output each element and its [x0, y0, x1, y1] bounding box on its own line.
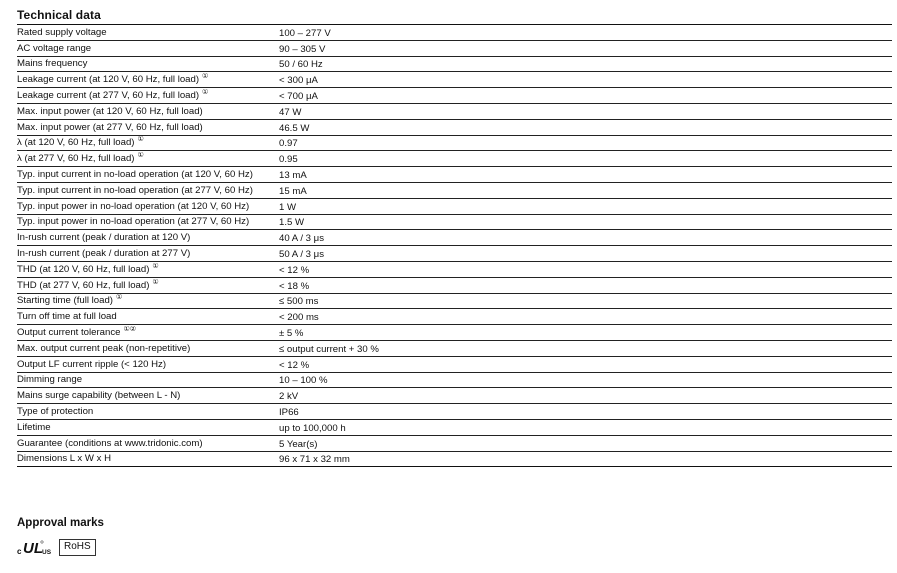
spec-row [17, 357, 892, 373]
spec-label [17, 390, 279, 403]
spec-row [17, 104, 892, 120]
spec-label-text: Output LF current ripple (< 120 Hz) [17, 358, 167, 370]
spec-row [17, 262, 892, 278]
spec-value: 13 mA [279, 169, 307, 181]
spec-label [17, 406, 279, 419]
spec-label-text: In-rush current (peak / duration at 120 V) [17, 232, 191, 244]
spec-label-text: Typ. input current in no-load operation (at 277 V, 60 Hz) [17, 184, 253, 196]
spec-row [17, 183, 892, 199]
spec-value: 5 Year(s) [279, 438, 318, 450]
spec-row [17, 452, 892, 468]
spec-row [17, 41, 892, 57]
technical-data-section [17, 8, 892, 467]
spec-label-text: Max. input power (at 120 V, 60 Hz, full load) [17, 105, 203, 117]
approval-marks-title: Approval marks [17, 517, 104, 529]
spec-label [17, 248, 279, 261]
spec-label-text: Mains frequency [17, 58, 88, 70]
spec-value: 46.5 W [279, 122, 310, 134]
spec-value: < 12 % [279, 264, 310, 276]
spec-label-text: Max. output current peak (non-repetitive) [17, 342, 191, 354]
spec-label-text: In-rush current (peak / duration at 277 V) [17, 247, 191, 259]
spec-label-text: Rated supply voltage [17, 26, 107, 38]
spec-value: 2 kV [279, 391, 299, 403]
spec-value: < 700 μA [279, 90, 318, 102]
spec-label [17, 43, 279, 56]
spec-label [17, 311, 279, 324]
spec-value: 50 A / 3 μs [279, 248, 324, 260]
spec-label [17, 216, 279, 229]
spec-row [17, 136, 892, 152]
spec-label-text: Type of protection [17, 405, 94, 417]
spec-label-text: Guarantee (conditions at www.tridonic.com) [17, 437, 203, 449]
spec-label [17, 201, 279, 214]
spec-value: ± 5 % [279, 327, 304, 339]
spec-value: ≤ 500 ms [279, 296, 319, 308]
spec-row [17, 57, 892, 73]
spec-label [17, 185, 279, 198]
technical-data-table [17, 24, 892, 467]
spec-label [17, 27, 279, 40]
spec-label-text: Typ. input power in no-load operation (at 120 V, 60 Hz) [17, 200, 250, 212]
spec-value: ≤ output current + 30 % [279, 343, 379, 355]
spec-row [17, 120, 892, 136]
approval-marks-row [17, 539, 104, 556]
spec-row [17, 341, 892, 357]
spec-row [17, 294, 892, 310]
spec-label [17, 169, 279, 182]
spec-label [17, 359, 279, 372]
spec-label [17, 122, 279, 135]
spec-label-text: Typ. input current in no-load operation (at 120 V, 60 Hz) [17, 168, 253, 180]
approval-marks-section [17, 516, 104, 556]
spec-label-text: Max. input power (at 277 V, 60 Hz, full load) [17, 121, 203, 133]
spec-label [17, 422, 279, 435]
spec-value: 40 A / 3 μs [279, 233, 324, 245]
spec-row [17, 230, 892, 246]
spec-label-text: λ (at 120 V, 60 Hz, full load) [17, 137, 135, 149]
spec-label-text: Dimming range [17, 374, 83, 386]
spec-row [17, 388, 892, 404]
spec-value: IP66 [279, 406, 299, 418]
footnote-marker: ① [202, 73, 209, 81]
spec-value: 100 – 277 V [279, 27, 331, 39]
spec-value: 0.95 [279, 154, 298, 166]
spec-label [17, 73, 279, 87]
spec-label [17, 263, 279, 277]
spec-row [17, 199, 892, 215]
spec-label [17, 438, 279, 451]
spec-value: 15 mA [279, 185, 307, 197]
spec-label-text: Lifetime [17, 421, 51, 433]
spec-row [17, 88, 892, 104]
spec-label-text: Typ. input power in no-load operation (at 277 V, 60 Hz) [17, 216, 250, 228]
spec-label-text: THD (at 120 V, 60 Hz, full load) [17, 263, 150, 275]
spec-value: 47 W [279, 106, 302, 118]
footnote-marker: ① [137, 152, 144, 160]
footnote-marker: ① [152, 278, 159, 286]
footnote-marker: ① [115, 294, 123, 302]
spec-value: 50 / 60 Hz [279, 59, 323, 71]
spec-value: 1.5 W [279, 217, 305, 229]
spec-label [17, 453, 279, 466]
spec-row [17, 151, 892, 167]
footnote-marker: ① [137, 136, 144, 144]
spec-label-text: THD (at 277 V, 60 Hz, full load) [17, 279, 150, 291]
spec-label [17, 279, 279, 293]
ul-prefix-text: c [17, 547, 22, 556]
spec-label [17, 152, 279, 166]
spec-row [17, 436, 892, 452]
spec-label-text: λ (at 277 V, 60 Hz, full load) [17, 153, 135, 165]
spec-value: < 300 μA [279, 75, 318, 87]
spec-value: 1 W [279, 201, 297, 213]
spec-label [17, 326, 279, 340]
spec-row [17, 167, 892, 183]
spec-label-text: Mains surge capability (between L - N) [17, 390, 181, 402]
spec-label [17, 136, 279, 150]
spec-label [17, 106, 279, 119]
spec-value: < 12 % [279, 359, 310, 371]
spec-label [17, 58, 279, 71]
spec-row [17, 325, 892, 341]
spec-value: 90 – 305 V [279, 43, 326, 55]
spec-label [17, 89, 279, 103]
spec-label-text: Turn off time at full load [17, 311, 117, 323]
spec-label-text: Starting time (full load) [17, 295, 113, 307]
spec-value: 96 x 71 x 32 mm [279, 454, 350, 466]
spec-row [17, 72, 892, 88]
spec-row [17, 278, 892, 294]
spec-row [17, 25, 892, 41]
footnote-marker: ① [202, 88, 209, 96]
spec-value: up to 100,000 h [279, 422, 346, 434]
ul-logo-graphic [17, 539, 53, 556]
footnote-marker: ① [152, 262, 159, 270]
ul-main-text: UL [23, 540, 43, 556]
spec-label-text: Dimensions L x W x H [17, 453, 112, 465]
footnote-marker: ①② [123, 325, 137, 333]
spec-label [17, 343, 279, 356]
spec-row [17, 404, 892, 420]
spec-label-text: Leakage current (at 120 V, 60 Hz, full load) [17, 74, 200, 86]
spec-value: < 18 % [279, 280, 310, 292]
spec-label [17, 232, 279, 245]
spec-label-text: Output current tolerance [17, 326, 121, 338]
cul-us-listed-icon [17, 540, 53, 556]
spec-value: 10 – 100 % [279, 375, 328, 387]
spec-label-text: Leakage current (at 277 V, 60 Hz, full load) [17, 89, 200, 101]
rohs-badge: RoHS [59, 539, 96, 556]
spec-row [17, 246, 892, 262]
technical-data-title: Technical data [17, 8, 101, 22]
spec-row [17, 373, 892, 389]
spec-label [17, 294, 279, 308]
spec-value: < 200 ms [279, 312, 319, 324]
spec-row [17, 215, 892, 231]
spec-label-text: AC voltage range [17, 42, 92, 54]
ul-suffix-text: US [42, 549, 52, 556]
spec-label [17, 374, 279, 387]
spec-row [17, 420, 892, 436]
spec-value: 0.97 [279, 138, 298, 150]
spec-row [17, 309, 892, 325]
